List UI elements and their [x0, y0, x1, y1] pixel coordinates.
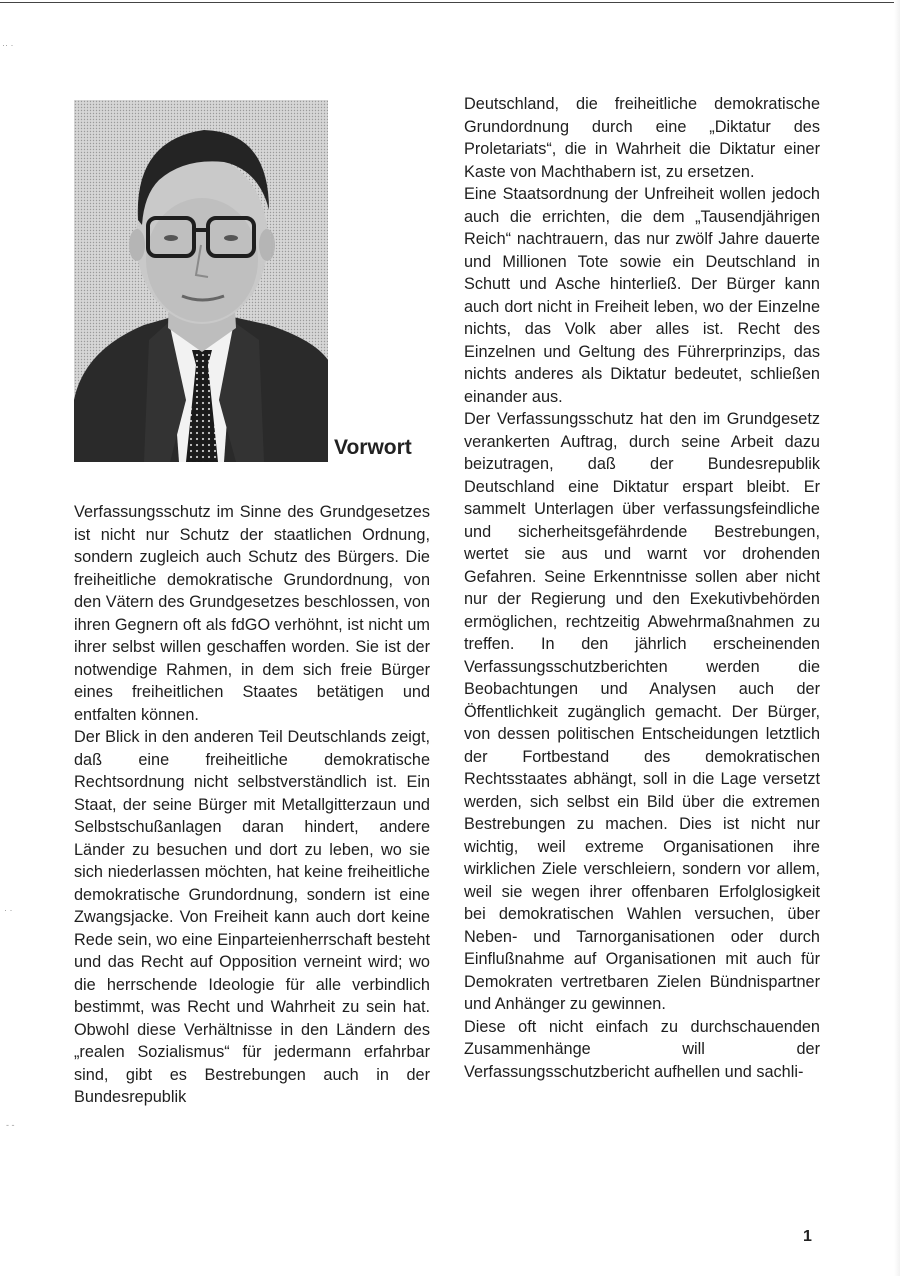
paragraph: Diese oft nicht einfach zu durchschauenden Zusammenhänge will der Verfassungsschutzbericht aufhellen und sachli- — [464, 1017, 820, 1081]
scan-speck: - - — [6, 1120, 15, 1130]
top-rule — [0, 2, 900, 3]
left-text-column — [74, 501, 430, 1109]
page-number: 1 — [803, 1228, 812, 1245]
scan-speck: ·· · — [2, 40, 14, 50]
right-text-column — [464, 93, 820, 1083]
page-edge — [894, 0, 900, 1276]
paragraph: Deutschland, die freiheitliche demokratische Grundordnung durch eine „Diktatur des Proletariats“, die in Wahrheit die Diktatur einer Kaste von Machthabern ist, zu ersetzen. — [464, 95, 820, 181]
author-portrait — [74, 100, 328, 462]
paragraph: Der Blick in den anderen Teil Deutschlands zeigt, daß eine freiheitliche demokratische Rechtsordnung nicht selbstverständlich ist. Ein Staat, der seine Bürger mit Metallgitterzaun und Selbstschußanlagen daran hindert, andere Länder zu besuchen und dort zu leben, wo sie sich niederlassen möchten, hat keine freiheitliche demokratische Grundordnung, sondern ist eine Zwangsjacke. Von Freiheit kann auch dort keine Rede sein, wo eine Einparteienherrschaft besteht und das Recht auf Opposition verneint wird; wo die herrschende Ideologie für alle verbindlich bestimmt, was Recht und Wahrheit zu sein hat. Obwohl diese Verhältnisse in den Ländern des „realen Sozialismus“ für jedermann erfahrbar sind, gibt es Bestrebungen auch in der Bundesrepublik — [74, 728, 430, 1106]
paragraph: Der Verfassungsschutz hat den im Grundgesetz verankerten Auftrag, durch seine Arbeit dazu beizutragen, daß der Bundesrepublik Deutschland eine Diktatur erspart bleibt. Er sammelt Unterlagen über verfassungsfeindliche und sicherheitsgefährdende Bestrebungen, wertet sie aus und warnt vor drohenden Gefahren. Seine Erkenntnisse sollen aber nicht nur der Regierung und den Exekutivbehörden ermöglichen, rechtzeitig Abwehrmaßnahmen zu treffen. In den jährlich erscheinenden Verfassungsschutzberichten werden die Beobachtungen und Analysen auch der Öffentlichkeit zugänglich gemacht. Der Bürger, von dessen politischen Entscheidungen letztlich der Fortbestand des demokratischen Rechtsstaates abhängt, soll in die Lage versetzt werden, sich selbst ein Bild über die extremen Bestrebungen zu machen. Dies ist nicht nur wichtig, weil extreme Organisationen ihre wirklichen Ziele verschleiern, sondern vor allem, weil sie wegen ihrer offenbaren Erfolglosigkeit bei demokratischen Wahlen versuchen, über Neben- und Tarnorganisationen oder durch Einflußnahme auf Organisationen mit auch für Demokraten vertretbaren Zielen Bündnispartner und Anhänger zu gewinnen. — [464, 410, 820, 1013]
paragraph: Eine Staatsordnung der Unfreiheit wollen jedoch auch die errichten, die dem „Tausendjährigen Reich“ nachtrauern, das nur zwölf Jahre dauerte und Millionen Tote sowie ein Deutschland in Schutt und Asche hinterließ. Der Bürger kann auch dort nicht in Freiheit leben, wo der Einzelne nichts, das Volk aber alles ist. Recht des Einzelnen und Geltung des Führerprinzips, das nichts anderes als Diktatur bedeutet, schließen einander aus. — [464, 185, 820, 406]
paragraph: Verfassungsschutz im Sinne des Grundgesetzes ist nicht nur Schutz der staatlichen Ordnung, sondern zugleich auch Schutz des Bürgers. Die freiheitliche demokratische Grundordnung, von den Vätern des Grundgesetzes beschlossen, von ihren Gegnern oft als fdGO verhöhnt, ist nicht um ihrer selbst willen geschaffen worden. Sie ist der notwendige Rahmen, in dem sich freie Bürger eines freiheitlichen Staates betätigen und entfalten können. — [74, 503, 430, 724]
scan-speck: · · — [4, 905, 13, 915]
page-title: Vorwort — [334, 436, 412, 459]
